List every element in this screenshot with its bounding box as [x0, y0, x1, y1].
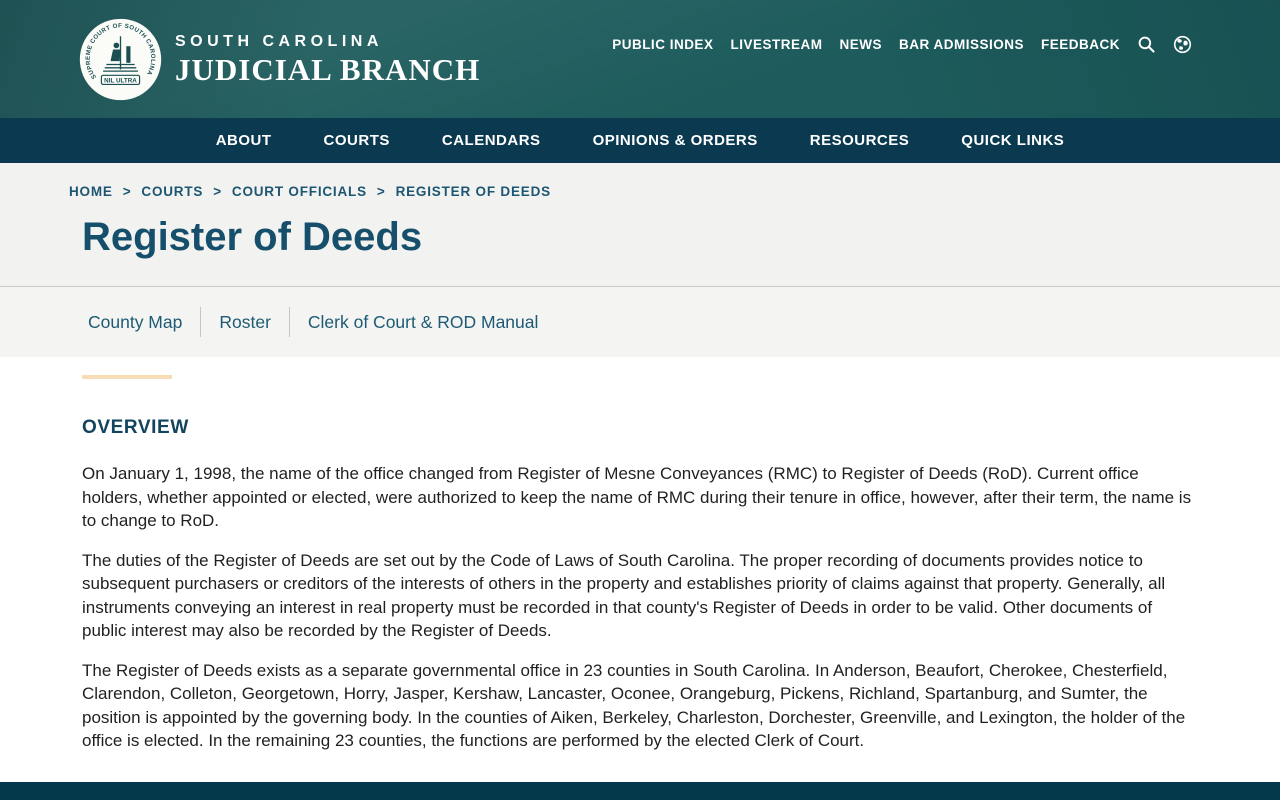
overview-heading: OVERVIEW [82, 417, 189, 438]
subnav-clerk-rod-manual[interactable]: Clerk of Court & ROD Manual [307, 311, 539, 332]
nav-item-calendars[interactable]: CALENDARS [441, 132, 541, 149]
page-title: Register of Deeds [82, 215, 423, 259]
breadcrumb-current: REGISTER OF DEEDS [395, 184, 551, 199]
breadcrumb-separator: > [122, 184, 132, 199]
accent-rule [82, 375, 172, 379]
breadcrumb-courts[interactable]: COURTS [141, 184, 204, 199]
utility-link-bar-admissions[interactable]: BAR ADMISSIONS [898, 37, 1024, 52]
site-logo[interactable] [79, 18, 480, 101]
supreme-court-seal-icon [79, 18, 162, 101]
subnav-divider [289, 307, 290, 337]
overview-paragraph-2: The duties of the Register of Deeds are set out by the Code of Laws of South Carolina. The proper recording of documents provides notice to subsequent purchasers or creditors of the interests of others in the property and establishes priority of claims against that property. Generally, all instruments conveying an interest in real property must be recorded in that county's Register of Deeds in order to be valid. Other documents of public interest may also be recorded by the Register of Deeds. [82, 550, 1166, 640]
subnav-roster[interactable]: Roster [219, 311, 271, 332]
overview-paragraph-1: On January 1, 1998, the name of the office changed from Register of Mesne Conveyances (RMC) to Register of Deeds (RoD). Current office holders, whether appointed or elected, were authorized to keep the name of RMC during their tenure in office, however, after their term, the name is to change to RoD. [82, 464, 1192, 530]
overview-paragraph-3: The Register of Deeds exists as a separate governmental office in 23 counties in South Carolina. In Anderson, Beaufort, Cherokee, Chesterfield, Clarendon, Colleton, Georgetown, Horry, Jasper, Kershaw, Lancaster, Oconee, Orangeburg, Pickens, Richland, Spartanburg, and Sumter, the position is appointed by the governing body. In the counties of Aiken, Berkeley, Charleston, Dorchester, Greenville, and Lexington, the holder of the office is elected. In the remaining 23 counties, the functions are performed by the elected Clerk of Court. [82, 660, 1186, 750]
svg-text:SUPREME COURT OF SOUTH CAROLIN: SUPREME COURT OF SOUTH CAROLINA [84, 21, 157, 80]
site-header [0, 0, 1280, 118]
svg-text:NIL ULTRA: NIL ULTRA [104, 76, 137, 84]
logo-line1: SOUTH CAROLINA [175, 33, 383, 50]
subnav-county-map[interactable]: County Map [88, 311, 183, 332]
logo-text [175, 33, 480, 85]
main-content [0, 375, 1280, 753]
utility-link-news[interactable]: NEWS [839, 37, 882, 52]
utility-link-livestream[interactable]: LIVESTREAM [730, 37, 823, 52]
subnav-divider [200, 307, 201, 337]
nav-item-quick-links[interactable]: QUICK LINKS [961, 132, 1065, 149]
utility-link-public-index[interactable]: PUBLIC INDEX [612, 37, 714, 52]
globe-icon [1173, 35, 1192, 54]
breadcrumb-separator: > [376, 184, 386, 199]
utility-nav [612, 35, 1192, 54]
language-button[interactable] [1173, 35, 1192, 54]
breadcrumb [0, 184, 1280, 199]
page-header-section [0, 163, 1280, 287]
footer-strip [0, 782, 1280, 800]
search-button[interactable] [1137, 35, 1156, 54]
nav-item-courts[interactable]: COURTS [323, 132, 390, 149]
breadcrumb-separator: > [213, 184, 222, 199]
breadcrumb-home[interactable]: HOME [69, 184, 113, 199]
search-icon [1137, 35, 1156, 54]
logo-line2: JUDICIAL BRANCH [175, 52, 481, 87]
main-nav [0, 118, 1280, 163]
utility-link-feedback[interactable]: FEEDBACK [1040, 37, 1120, 52]
nav-item-about[interactable]: ABOUT [215, 132, 272, 149]
nav-item-opinions-orders[interactable]: OPINIONS & ORDERS [592, 132, 758, 149]
nav-item-resources[interactable]: RESOURCES [809, 132, 910, 149]
subnav [0, 287, 1280, 357]
breadcrumb-court-officials[interactable]: COURT OFFICIALS [231, 184, 367, 199]
